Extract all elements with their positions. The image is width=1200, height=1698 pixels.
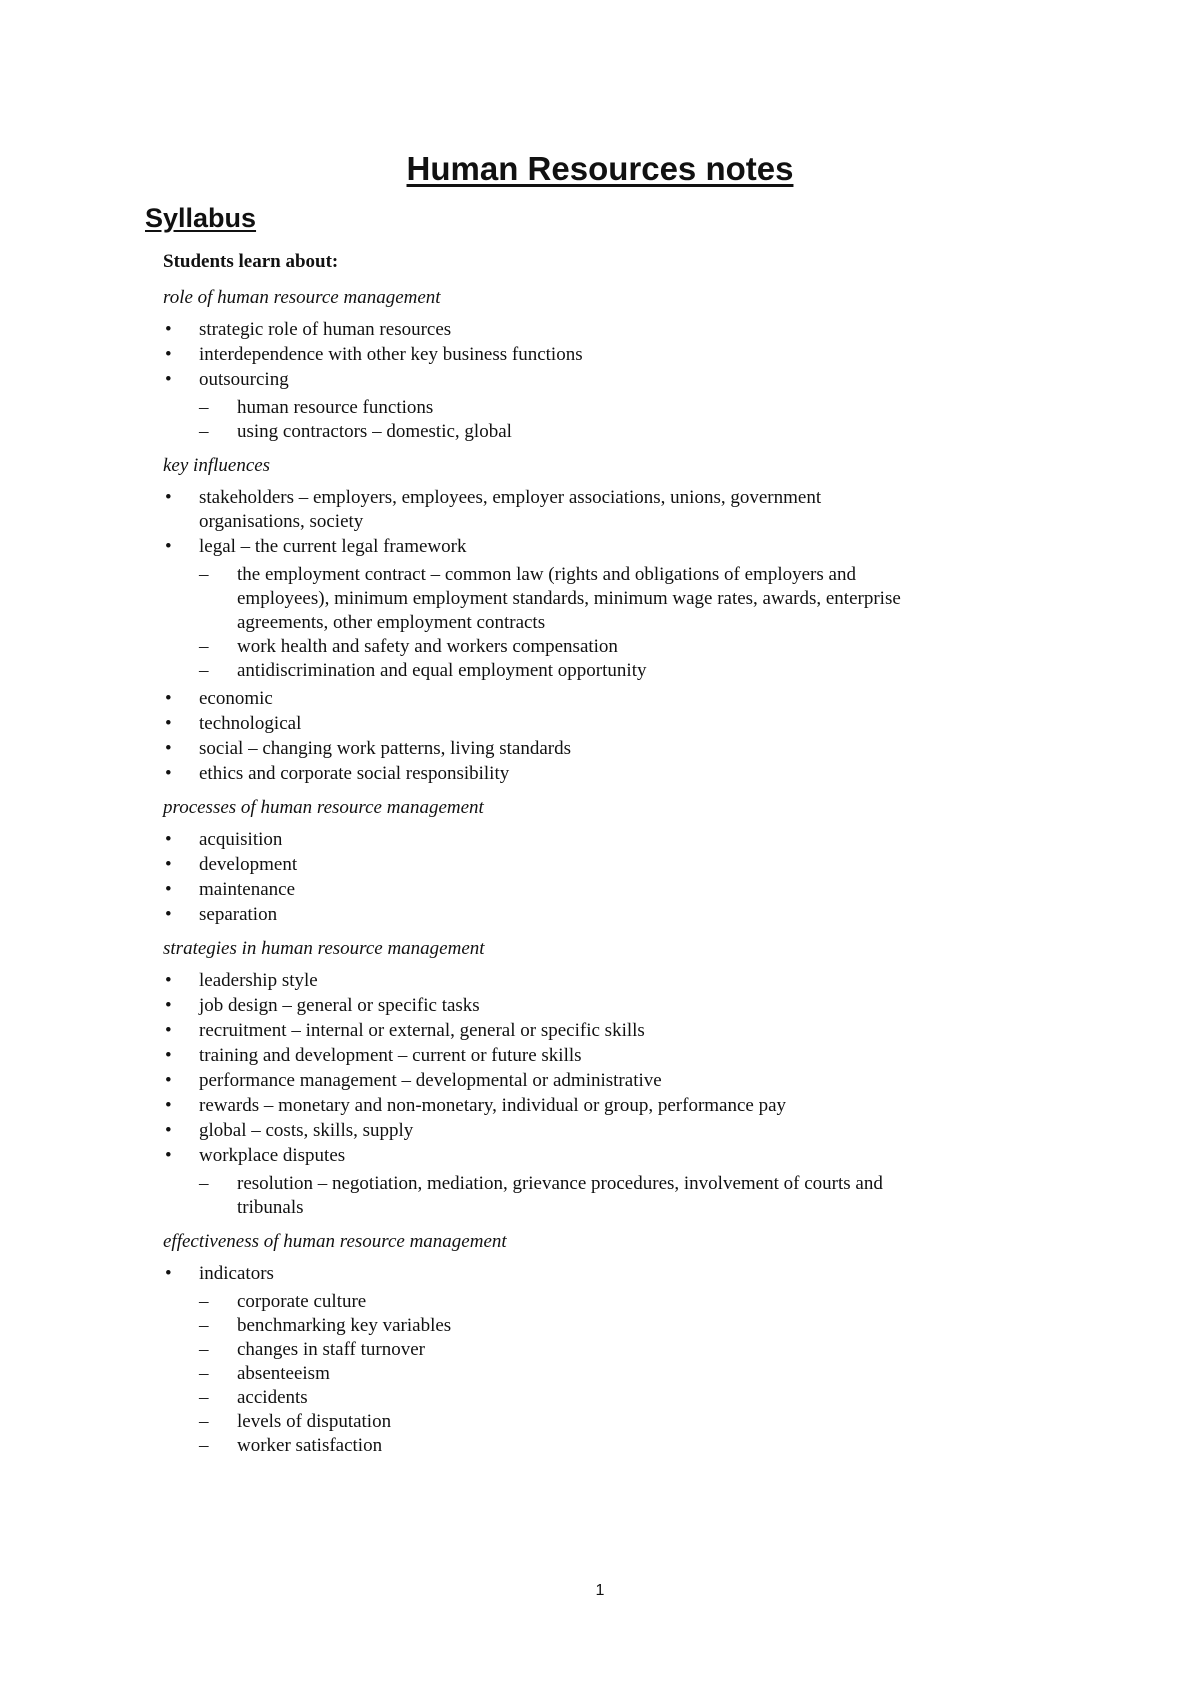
- bullet-icon: •: [165, 487, 172, 508]
- bullet-icon: •: [165, 904, 172, 925]
- dash-icon: –: [199, 421, 209, 442]
- document-title: Human Resources notes: [406, 150, 794, 187]
- section-heading: processes of human resource management: [163, 797, 484, 818]
- bullet-list: [163, 969, 923, 1220]
- bullet-icon: •: [165, 829, 172, 850]
- list-item: [163, 994, 923, 1018]
- intro-text: Students learn about:: [163, 251, 339, 272]
- bullet-icon: •: [165, 536, 172, 557]
- list-item: [163, 878, 923, 902]
- list-item: [163, 1262, 923, 1458]
- sub-list-item: [163, 1434, 923, 1458]
- list-item-text: leadership style: [199, 970, 318, 991]
- list-item-text: ethics and corporate social responsibility: [199, 763, 510, 784]
- list-item: [163, 762, 923, 786]
- list-item-text: performance management – developmental or administrative: [199, 1070, 662, 1091]
- bullet-icon: •: [165, 344, 172, 365]
- syllabus-heading: Syllabus: [145, 203, 257, 233]
- dash-icon: –: [199, 1291, 209, 1312]
- bullet-icon: •: [165, 1120, 172, 1141]
- bullet-icon: •: [165, 1145, 172, 1166]
- list-item-text: legal – the current legal framework: [199, 536, 467, 557]
- list-item-text: workplace disputes: [199, 1145, 346, 1166]
- bullet-icon: •: [165, 970, 172, 991]
- sub-list-item-text: worker satisfaction: [237, 1435, 383, 1456]
- section: [163, 937, 923, 1220]
- bullet-icon: •: [165, 995, 172, 1016]
- bullet-icon: •: [165, 369, 172, 390]
- list-item: [163, 712, 923, 736]
- syllabus-content: [163, 250, 923, 1468]
- sub-list-item: [163, 635, 923, 659]
- list-item-text: technological: [199, 713, 302, 734]
- list-item-text: stakeholders – employers, employees, employer associations, unions, government organisations, society: [199, 487, 822, 532]
- sub-list-item-text: antidiscrimination and equal employment opportunity: [237, 660, 647, 681]
- list-item-text: strategic role of human resources: [199, 319, 452, 340]
- list-item: [163, 486, 923, 534]
- list-item-text: interdependence with other key business functions: [199, 344, 583, 365]
- list-item-text: separation: [199, 904, 278, 925]
- sub-list-item: [163, 1172, 923, 1220]
- dash-icon: –: [199, 1387, 209, 1408]
- sub-list-item: [163, 1338, 923, 1362]
- bullet-list: [163, 828, 923, 927]
- bullet-icon: •: [165, 1263, 172, 1284]
- bullet-icon: •: [165, 319, 172, 340]
- bullet-icon: •: [165, 688, 172, 709]
- list-item-text: indicators: [199, 1263, 274, 1284]
- list-item-text: development: [199, 854, 298, 875]
- list-item: [163, 1019, 923, 1043]
- list-item: [163, 853, 923, 877]
- list-item-text: economic: [199, 688, 273, 709]
- list-item: [163, 687, 923, 711]
- sub-list-item-text: the employment contract – common law (rights and obligations of employers and employees), minimum employment standards, minimum wage rates, awards, enterprise agreements, other employment contracts: [237, 564, 901, 633]
- list-item-text: outsourcing: [199, 369, 289, 390]
- dash-icon: –: [199, 636, 209, 657]
- section: [163, 796, 923, 927]
- section-heading: key influences: [163, 455, 271, 476]
- dash-icon: –: [199, 1315, 209, 1336]
- list-item: [163, 343, 923, 367]
- list-item-text: rewards – monetary and non-monetary, individual or group, performance pay: [199, 1095, 787, 1116]
- sub-list-item-text: accidents: [237, 1387, 308, 1408]
- list-item: [163, 1044, 923, 1068]
- sub-list-item: [163, 1410, 923, 1434]
- sub-list-item: [163, 1314, 923, 1338]
- section: [163, 286, 923, 444]
- dash-icon: –: [199, 660, 209, 681]
- list-item: [163, 828, 923, 852]
- sub-list-item: [163, 659, 923, 683]
- sub-list-item-text: benchmarking key variables: [237, 1315, 452, 1336]
- bullet-icon: •: [165, 854, 172, 875]
- bullet-icon: •: [165, 1070, 172, 1091]
- dash-icon: –: [199, 564, 209, 585]
- list-item: [163, 368, 923, 444]
- list-item-text: global – costs, skills, supply: [199, 1120, 414, 1141]
- bullet-icon: •: [165, 1045, 172, 1066]
- sections-container: [163, 286, 923, 1458]
- sub-list-item-text: work health and safety and workers compensation: [237, 636, 618, 657]
- bullet-icon: •: [165, 763, 172, 784]
- list-item-text: maintenance: [199, 879, 296, 900]
- list-item-text: job design – general or specific tasks: [199, 995, 480, 1016]
- dash-icon: –: [199, 1363, 209, 1384]
- sub-list: [199, 563, 923, 683]
- list-item: [163, 1069, 923, 1093]
- list-item: [163, 1144, 923, 1220]
- dash-icon: –: [199, 1435, 209, 1456]
- sub-list-item-text: levels of disputation: [237, 1411, 392, 1432]
- sub-list-item-text: using contractors – domestic, global: [237, 421, 512, 442]
- dash-icon: –: [199, 397, 209, 418]
- section-heading: role of human resource management: [163, 287, 441, 308]
- list-item-text: social – changing work patterns, living standards: [199, 738, 572, 759]
- list-item: [163, 903, 923, 927]
- list-item-text: training and development – current or future skills: [199, 1045, 582, 1066]
- list-item: [163, 318, 923, 342]
- bullet-list: [163, 1262, 923, 1458]
- bullet-list: [163, 486, 923, 786]
- bullet-list: [163, 318, 923, 444]
- list-item: [163, 1119, 923, 1143]
- page-number: 1: [595, 1582, 605, 1599]
- sub-list-item: [163, 1386, 923, 1410]
- section-heading: strategies in human resource management: [163, 938, 485, 959]
- section-heading: effectiveness of human resource management: [163, 1231, 507, 1252]
- sub-list: [199, 1290, 923, 1458]
- bullet-icon: •: [165, 879, 172, 900]
- sub-list-item-text: human resource functions: [237, 397, 434, 418]
- bullet-icon: •: [165, 1095, 172, 1116]
- dash-icon: –: [199, 1339, 209, 1360]
- list-item: [163, 737, 923, 761]
- list-item: [163, 1094, 923, 1118]
- sub-list-item: [163, 396, 923, 420]
- sub-list-item-text: changes in staff turnover: [237, 1339, 426, 1360]
- list-item: [163, 969, 923, 993]
- sub-list: [199, 1172, 923, 1220]
- dash-icon: –: [199, 1173, 209, 1194]
- bullet-icon: •: [165, 1020, 172, 1041]
- sub-list-item: [163, 563, 923, 635]
- sub-list: [199, 396, 923, 444]
- sub-list-item-text: absenteeism: [237, 1363, 330, 1384]
- list-item-text: recruitment – internal or external, general or specific skills: [199, 1020, 645, 1041]
- sub-list-item-text: corporate culture: [237, 1291, 367, 1312]
- sub-list-item-text: resolution – negotiation, mediation, grievance procedures, involvement of courts and tribunals: [237, 1173, 883, 1218]
- bullet-icon: •: [165, 738, 172, 759]
- sub-list-item: [163, 420, 923, 444]
- section: [163, 454, 923, 786]
- sub-list-item: [163, 1290, 923, 1314]
- list-item-text: acquisition: [199, 829, 283, 850]
- bullet-icon: •: [165, 713, 172, 734]
- sub-list-item: [163, 1362, 923, 1386]
- dash-icon: –: [199, 1411, 209, 1432]
- list-item: [163, 535, 923, 683]
- section: [163, 1230, 923, 1458]
